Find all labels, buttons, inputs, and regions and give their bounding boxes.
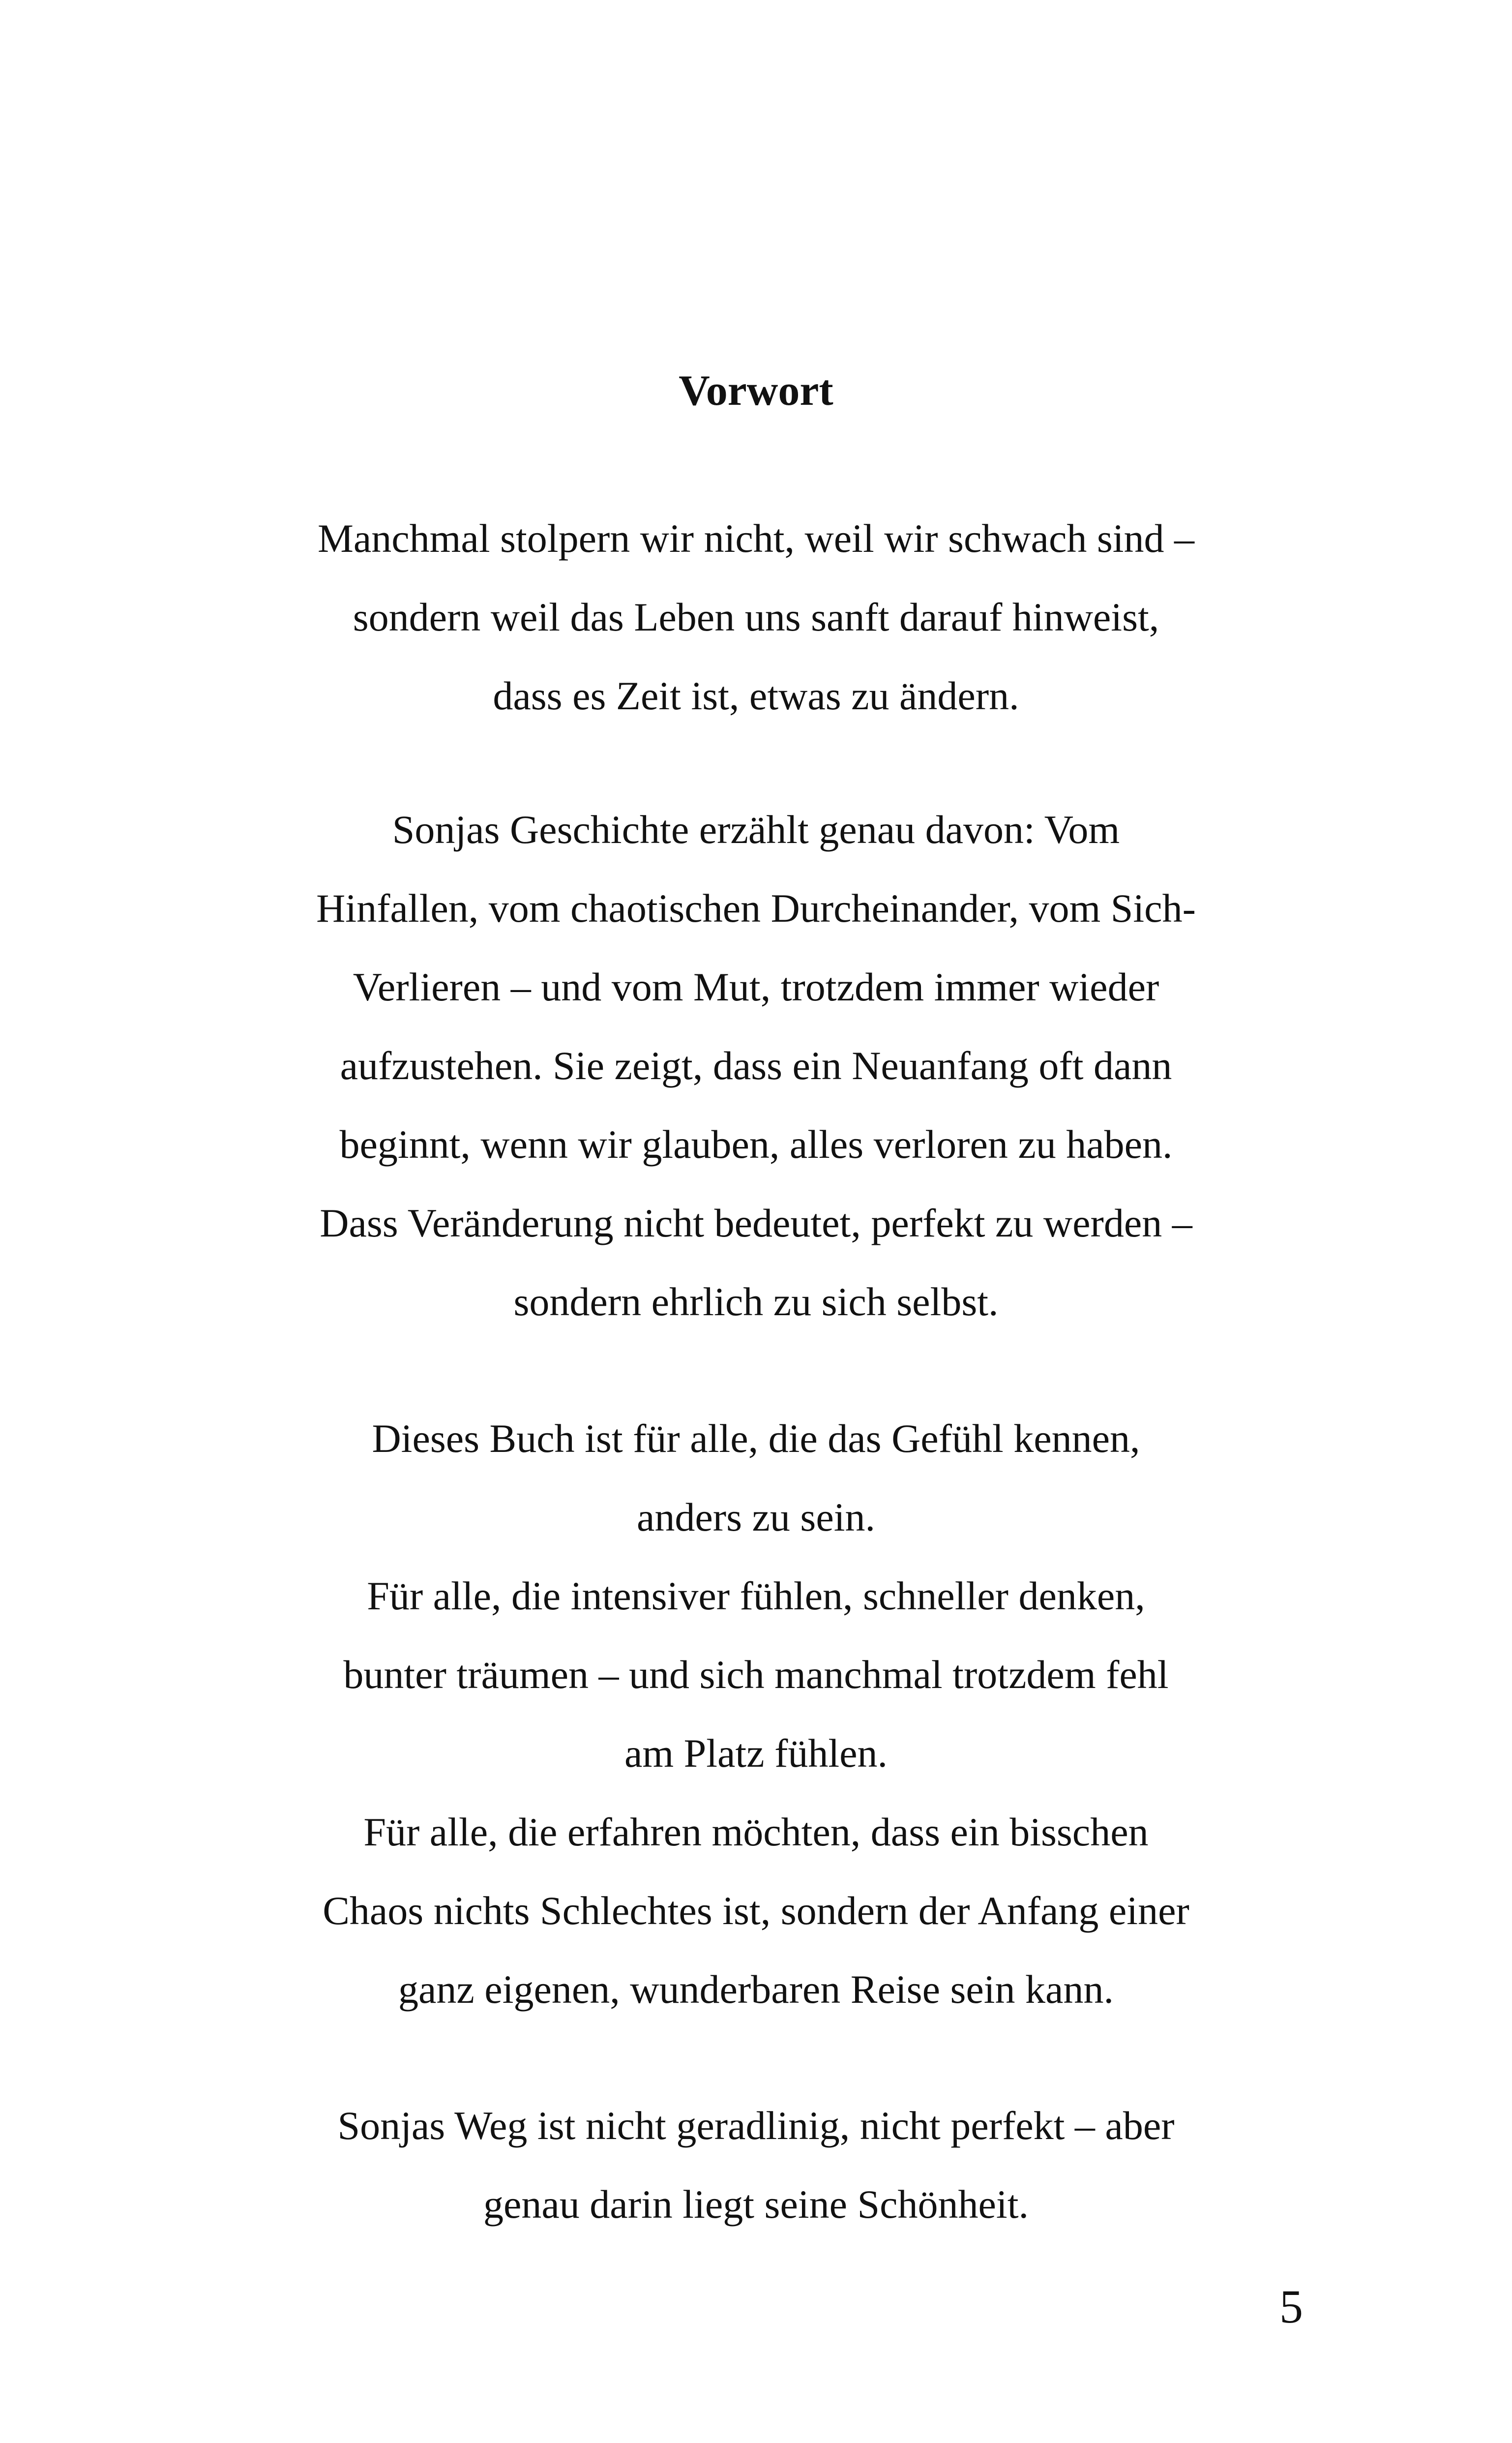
text-line: bunter träumen – und sich manchmal trotzdem fehl [343, 1652, 1169, 1697]
text-line: anders zu sein. [637, 1495, 875, 1539]
text-line: Für alle, die intensiver fühlen, schneller denken, [367, 1573, 1145, 1618]
page-title: Vorwort [679, 367, 833, 415]
text-line: ganz eigenen, wunderbaren Reise sein kann. [398, 1967, 1114, 2012]
text-line: Dieses Buch ist für alle, die das Gefühl kennen, [372, 1416, 1140, 1461]
text-line: Manchmal stolpern wir nicht, weil wir schwach sind – [317, 516, 1195, 561]
text-line: Hinfallen, vom chaotischen Durcheinander, vom Sich- [316, 886, 1196, 931]
text-line: Sonjas Geschichte erzählt genau davon: Vom [392, 807, 1120, 852]
page-number: 5 [1279, 2280, 1303, 2333]
text-line: dass es Zeit ist, etwas zu ändern. [493, 673, 1019, 718]
text-line: sondern weil das Leben uns sanft darauf hinweist, [353, 595, 1159, 639]
text-line: am Platz fühlen. [624, 1731, 888, 1776]
text-line: Sonjas Weg ist nicht geradlinig, nicht perfekt – aber [337, 2103, 1175, 2148]
text-line: beginnt, wenn wir glauben, alles verloren zu haben. [339, 1122, 1173, 1167]
text-line: sondern ehrlich zu sich selbst. [513, 1279, 999, 1324]
text-line: Chaos nichts Schlechtes ist, sondern der Anfang einer [323, 1888, 1189, 1933]
text-line: Verlieren – und vom Mut, trotzdem immer wieder [353, 965, 1159, 1009]
text-line: aufzustehen. Sie zeigt, dass ein Neuanfang oft dann [340, 1043, 1172, 1088]
text-line: genau darin liegt seine Schönheit. [483, 2182, 1029, 2227]
text-line: Für alle, die erfahren möchten, dass ein bisschen [363, 1810, 1149, 1854]
text-line: Dass Veränderung nicht bedeutet, perfekt zu werden – [320, 1201, 1192, 1245]
